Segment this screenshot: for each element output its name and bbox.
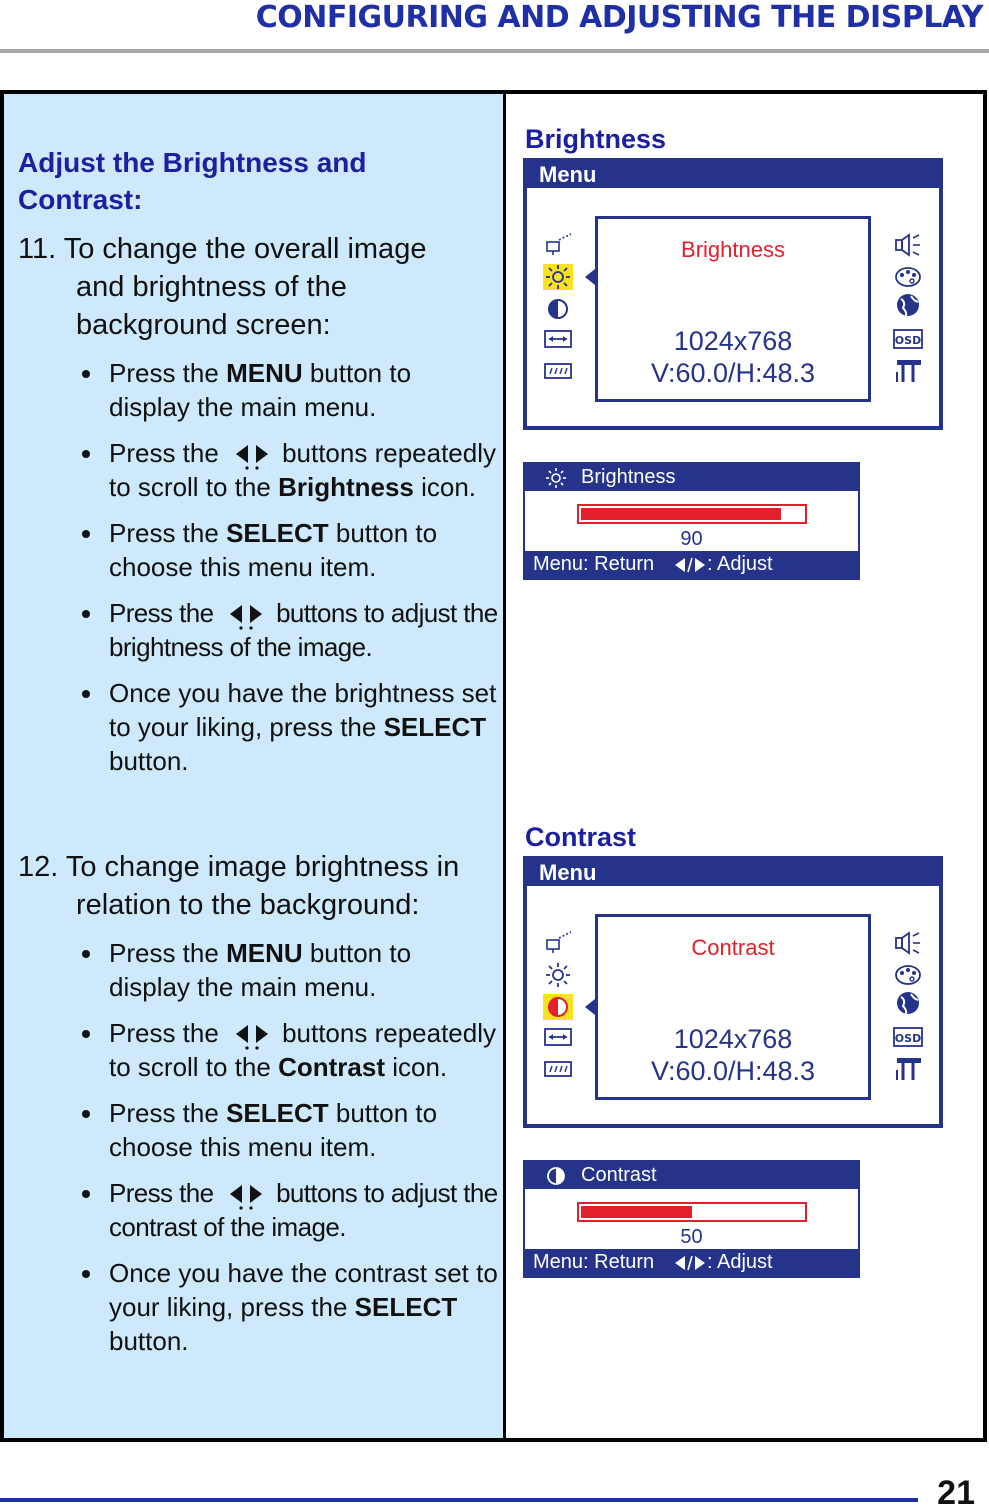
left-right-arrows-icon [224, 600, 272, 630]
footer-rule [0, 1498, 918, 1502]
section-heading: Adjust the Brightness and Contrast: [18, 147, 367, 215]
adjust-hint: : Adjust [707, 1251, 773, 1273]
selected-arrow-icon [585, 999, 595, 1015]
page-number: 21 [937, 1474, 975, 1510]
contrast-icon [543, 994, 573, 1020]
osd-resolution: 1024x768 [673, 326, 793, 356]
osd-info-panel [595, 914, 871, 1100]
svg-text:OSD: OSD [894, 334, 922, 347]
left-right-arrows-icon [230, 440, 278, 470]
brightness-slider[interactable] [577, 504, 807, 524]
list-item: Once you have the contrast set to your liking, press the SELECT button. [4, 1256, 504, 1358]
page-header-title: CONFIGURING AND ADJUSTING THE DISPLAY [255, 0, 983, 35]
left-right-arrows-icon [673, 1253, 707, 1273]
list-item: Press the buttons to adjust the brightness of the image. [4, 596, 504, 664]
osd-menu-title: Menu [527, 162, 939, 188]
h-size-icon [543, 1024, 573, 1050]
osd-settings-icon [893, 326, 923, 352]
step-11-bullets [4, 356, 504, 790]
brightness-osd-menu [523, 158, 943, 430]
step-12-line1: To change image brightness in [65, 851, 460, 883]
bullet-dot [82, 1110, 90, 1118]
slider-fill [581, 1206, 692, 1218]
list-item: Press the buttons repeatedly to scroll to the Contrast icon. [4, 1016, 504, 1084]
language-globe-icon [893, 292, 923, 318]
menu-return-hint: Menu: Return [533, 1251, 655, 1273]
osd-info-panel [595, 216, 871, 402]
step-12-bullets [4, 936, 504, 1370]
slider-footer [525, 551, 858, 578]
list-item: Press the SELECT button to choose this menu item. [4, 1096, 504, 1164]
list-item: Press the buttons to adjust the contrast of the image. [4, 1176, 504, 1244]
h-size-icon [543, 326, 573, 352]
list-item: Press the MENU button to display the main menu. [4, 936, 504, 1004]
list-item: Once you have the brightness set to your liking, press the SELECT button. [4, 676, 504, 778]
contrast-slider-panel [523, 1160, 860, 1278]
contrast-osd-menu [523, 856, 943, 1128]
step-12-heading [18, 848, 498, 924]
bullet-dot [82, 1190, 90, 1198]
step-11-number: 11. [18, 233, 57, 265]
picture-icon [543, 930, 573, 956]
osd-frequency: V:60.0/H:48.3 [650, 358, 816, 388]
brightness-icon [543, 264, 573, 290]
instructions-column [4, 94, 506, 1438]
brightness-icon [545, 467, 567, 489]
step-11-line2: and brightness of the [76, 271, 347, 303]
content-table [0, 90, 987, 1442]
color-palette-icon [893, 264, 923, 290]
brightness-slider-panel [523, 462, 860, 580]
selected-arrow-icon [585, 269, 595, 285]
osd-frequency: V:60.0/H:48.3 [650, 1056, 816, 1086]
slider-value: 90 [680, 528, 703, 550]
step-12-number: 12. [18, 851, 59, 883]
svg-text:OSD: OSD [894, 1032, 922, 1045]
brightness-icon [543, 962, 573, 988]
bullet-dot [82, 950, 90, 958]
bullet-dot [82, 690, 90, 698]
bullet-dot [82, 1030, 90, 1038]
audio-icon [893, 232, 923, 258]
left-right-arrows-icon [224, 1180, 272, 1210]
tools-icon [893, 1056, 923, 1082]
list-item: Press the SELECT button to choose this menu item. [4, 516, 504, 584]
audio-icon [893, 930, 923, 956]
language-globe-icon [893, 990, 923, 1016]
position-icon [543, 358, 573, 384]
list-item: Press the buttons repeatedly to scroll to the Brightness icon. [4, 436, 504, 504]
contrast-slider[interactable] [577, 1202, 807, 1222]
contrast-label: Contrast [525, 822, 637, 852]
step-12-line2: relation to the background: [76, 889, 420, 921]
step-11-line3: background screen: [76, 309, 331, 341]
slider-footer [525, 1249, 858, 1276]
left-right-arrows-icon [673, 555, 707, 575]
header-rule [0, 49, 989, 53]
position-icon [543, 1056, 573, 1082]
slider-title: Brightness [525, 464, 858, 491]
list-item: Press the MENU button to display the main menu. [4, 356, 504, 424]
adjust-hint: : Adjust [707, 553, 773, 575]
bullet-dot [82, 610, 90, 618]
osd-item-name: Contrast [691, 935, 775, 960]
picture-icon [543, 232, 573, 258]
contrast-icon [545, 1165, 567, 1187]
step-11-line1: To change the overall image [63, 233, 427, 265]
tools-icon [893, 358, 923, 384]
bullet-dot [82, 450, 90, 458]
osd-resolution: 1024x768 [673, 1024, 793, 1054]
contrast-icon [543, 296, 573, 322]
slider-value: 50 [680, 1226, 703, 1248]
bullet-dot [82, 370, 90, 378]
brightness-label: Brightness [525, 124, 667, 154]
color-palette-icon [893, 962, 923, 988]
osd-settings-icon [893, 1024, 923, 1050]
osd-item-name: Brightness [681, 237, 785, 262]
bullet-dot [82, 530, 90, 538]
bullet-dot [82, 1270, 90, 1278]
step-11-heading [18, 230, 498, 344]
left-right-arrows-icon [230, 1020, 278, 1050]
menu-return-hint: Menu: Return [533, 553, 655, 575]
osd-menu-title: Menu [527, 860, 939, 886]
slider-title: Contrast [525, 1162, 858, 1189]
screens-column [509, 94, 983, 1438]
slider-fill [581, 508, 781, 520]
